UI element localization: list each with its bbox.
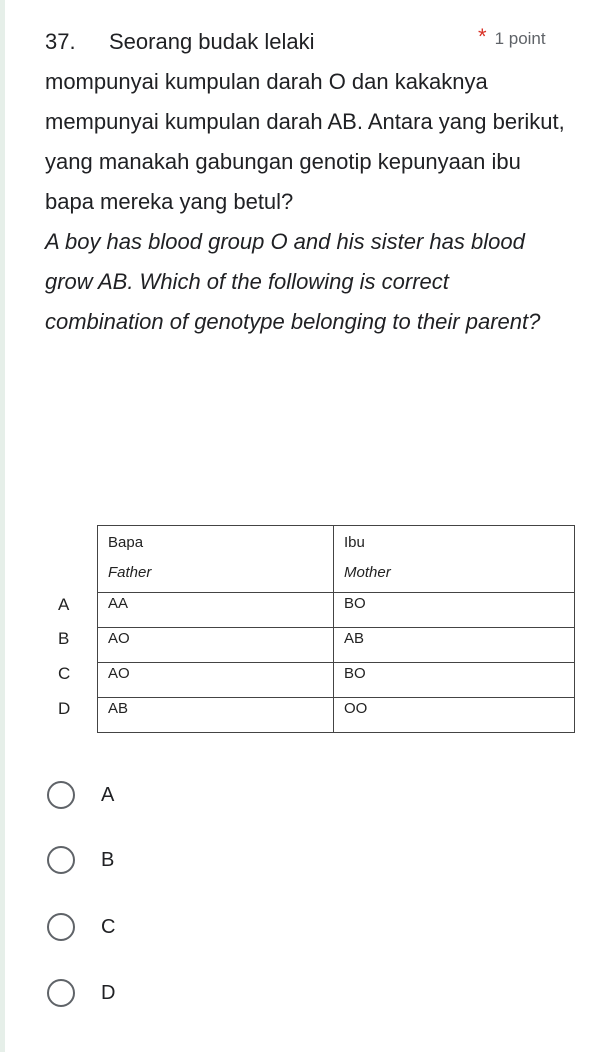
option-label: C <box>101 915 116 938</box>
question-text-malay: mompunyai kumpulan darah O dan kakaknya mempunyai kumpulan darah AB. Antara yang berikut, yang manakah gabungan genotip kepunyaan ibu bapa mereka yang betul? <box>45 69 565 214</box>
radio-button[interactable] <box>47 913 75 941</box>
radio-button[interactable] <box>47 979 75 1007</box>
table-row <box>98 628 575 663</box>
row-label: A <box>58 595 70 614</box>
question-body <box>45 62 565 342</box>
required-asterisk: * <box>478 24 487 49</box>
father-cell: AO <box>98 663 334 698</box>
father-cell: AB <box>98 698 334 733</box>
left-border <box>0 0 5 1052</box>
father-cell: AA <box>98 593 334 628</box>
row-label: D <box>58 699 71 718</box>
header-mother <box>334 526 575 593</box>
question-image-table <box>40 515 580 735</box>
header-ms: Ibu <box>344 534 365 551</box>
mother-cell: OO <box>334 698 575 733</box>
father-cell: AO <box>98 628 334 663</box>
option-label: A <box>101 783 115 806</box>
option-a[interactable] <box>47 781 114 809</box>
table-header-row <box>98 526 575 593</box>
option-d[interactable] <box>47 979 115 1007</box>
question-title <box>45 22 475 62</box>
option-c[interactable] <box>47 913 115 941</box>
option-b[interactable] <box>47 846 114 874</box>
header-en: Mother <box>344 564 391 581</box>
option-label: B <box>101 848 115 871</box>
table-row <box>98 593 575 628</box>
mother-cell: AB <box>334 628 575 663</box>
mother-cell: BO <box>334 663 575 698</box>
points-label <box>478 22 546 54</box>
row-label: C <box>58 664 71 683</box>
genotype-table <box>97 525 575 733</box>
row-label: B <box>58 629 70 648</box>
header-father <box>98 526 334 593</box>
table-row <box>98 698 575 733</box>
question-title-text: Seorang budak lelaki <box>109 29 315 54</box>
header-ms: Bapa <box>108 534 144 551</box>
radio-button[interactable] <box>47 846 75 874</box>
mother-cell: BO <box>334 593 575 628</box>
header-en: Father <box>108 564 152 581</box>
option-label: D <box>101 981 116 1004</box>
table-row <box>98 663 575 698</box>
points-text: 1 point <box>494 29 546 48</box>
question-number: 37. <box>45 29 76 54</box>
radio-button[interactable] <box>47 781 75 809</box>
question-text-english: A boy has blood group O and his sister has blood grow AB. Which of the following is correct combination of genotype belonging to their parent? <box>45 229 541 334</box>
